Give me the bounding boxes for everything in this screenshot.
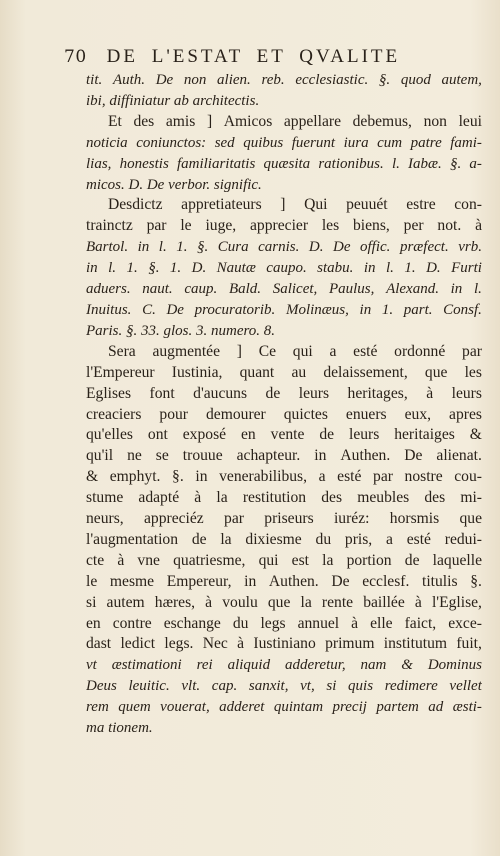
- word: ledict: [120, 635, 156, 653]
- word: cap.: [211, 678, 238, 695]
- word: Bald.: [228, 281, 262, 298]
- word: in: [450, 281, 463, 298]
- word: portion: [346, 551, 392, 569]
- word: aliquid: [227, 657, 271, 674]
- word: enuers: [345, 405, 387, 423]
- word: elle: [370, 614, 393, 632]
- word: à: [194, 489, 202, 507]
- word: De: [331, 572, 350, 590]
- word: ecclesf.: [362, 572, 410, 590]
- word: demourer: [206, 405, 266, 423]
- word: pour: [159, 405, 188, 423]
- word: cte: [86, 551, 105, 569]
- word: C.: [142, 301, 156, 318]
- word: à: [237, 635, 245, 653]
- word: horsmis: [389, 510, 440, 528]
- word: partem: [376, 699, 419, 716]
- word: &: [469, 426, 482, 444]
- word: lias,: [86, 155, 112, 172]
- word: quem: [118, 699, 151, 716]
- word: quictes: [283, 405, 328, 423]
- word: par: [373, 468, 393, 486]
- word: &: [86, 468, 99, 486]
- word: creaciers: [86, 405, 142, 423]
- word: Deus: [86, 678, 117, 695]
- word: l'Eglise,: [431, 593, 482, 611]
- word: adderet: [219, 699, 265, 716]
- word: annuel: [297, 614, 340, 632]
- word: qu'il: [86, 447, 114, 465]
- word: à: [426, 384, 434, 402]
- word: voulu: [222, 593, 258, 611]
- word: in: [244, 572, 257, 590]
- word: præfect.: [399, 239, 449, 256]
- word: titulis: [422, 572, 458, 590]
- word: adderetur,: [284, 657, 346, 674]
- word: cou-: [454, 468, 482, 486]
- word: qu'elles: [86, 426, 133, 444]
- word: à: [351, 614, 359, 632]
- word: hæres,: [154, 593, 196, 611]
- text-line: [86, 342, 482, 363]
- word: in: [314, 447, 327, 465]
- word: legs: [260, 614, 286, 632]
- word: ]: [236, 342, 242, 360]
- word: ]: [280, 196, 286, 214]
- word: quintam: [273, 699, 324, 716]
- word: du: [315, 530, 332, 548]
- word: Empereur,: [166, 572, 232, 590]
- word: du: [232, 614, 249, 632]
- page-header: [64, 46, 474, 68]
- word: emphyt.: [109, 468, 161, 486]
- word: redimere: [384, 678, 438, 695]
- word: esté: [337, 468, 362, 486]
- word: Nautæ: [216, 260, 256, 277]
- word: contre: [112, 614, 152, 632]
- word: §.: [197, 239, 209, 256]
- word: §.: [378, 72, 391, 88]
- word: laquelle: [432, 551, 482, 569]
- word: in: [137, 239, 150, 256]
- text-line: [86, 133, 482, 154]
- word: exposé: [182, 426, 227, 444]
- word: Inuitus.: [86, 301, 132, 318]
- word: stume: [86, 489, 124, 507]
- word: non: [423, 112, 447, 130]
- word: 1.: [404, 260, 416, 277]
- word: procuratorib.: [194, 301, 276, 318]
- word: par: [146, 217, 167, 235]
- word: vt,: [300, 678, 315, 695]
- word: vellet: [449, 678, 482, 695]
- word: venerabilibus,: [219, 468, 308, 486]
- word: æsti-: [452, 699, 482, 716]
- word: cum: [377, 134, 403, 151]
- word: biens,: [353, 217, 390, 235]
- word: dast: [86, 635, 112, 653]
- word: ad: [428, 699, 444, 716]
- word: alien.: [217, 72, 251, 88]
- text-line: [86, 697, 482, 718]
- word: in: [363, 260, 376, 277]
- running-head: DE L'ESTAT ET QVALITE: [106, 46, 401, 67]
- word: D.: [308, 239, 324, 256]
- word: precij: [332, 699, 367, 716]
- word: rem: [86, 699, 109, 716]
- word: D.: [426, 260, 441, 277]
- word: De: [333, 239, 351, 256]
- text-line: [86, 154, 482, 175]
- word: que: [424, 363, 448, 381]
- word: le: [86, 572, 98, 590]
- word: Sera: [108, 342, 136, 360]
- word: Amicos: [223, 112, 273, 130]
- word: aduers.: [86, 281, 131, 298]
- word: non: [183, 72, 207, 88]
- word: Authen.: [268, 572, 319, 590]
- word: l.: [386, 260, 394, 277]
- word: apprecier: [250, 217, 309, 235]
- word: que: [459, 510, 482, 528]
- word: ne: [127, 447, 142, 465]
- word: per: [403, 217, 424, 235]
- word: Iabæ.: [408, 155, 442, 172]
- word: Consf.: [443, 301, 482, 318]
- text-line: ma tionem.: [86, 720, 153, 737]
- word: §.: [148, 260, 160, 277]
- word: la: [322, 551, 334, 569]
- word: au: [291, 363, 307, 381]
- word: heritaiges: [394, 426, 455, 444]
- word: reb.: [261, 72, 285, 88]
- text-line: [86, 509, 482, 530]
- word: par: [462, 342, 482, 360]
- text-line: micos. D. De verbor. signific.: [86, 176, 262, 193]
- word: trainctz: [86, 217, 133, 235]
- word: adapté: [138, 489, 180, 507]
- word: à: [414, 593, 422, 611]
- word: d'aucuns: [193, 384, 248, 402]
- word: fuit,: [456, 635, 482, 653]
- word: appreciéz: [144, 510, 204, 528]
- word: caup.: [184, 281, 218, 298]
- word: ]: [206, 112, 213, 130]
- word: in: [86, 260, 98, 277]
- word: in: [195, 468, 208, 486]
- word: augmentée: [152, 342, 221, 360]
- word: institutum: [383, 635, 448, 653]
- word: mi-: [460, 489, 482, 507]
- word: eux,: [404, 405, 432, 423]
- word: exce-: [448, 614, 482, 632]
- word: quant: [239, 363, 275, 381]
- word: leui: [458, 112, 482, 130]
- word: legs.: [164, 635, 194, 653]
- word: Iustiniano: [253, 635, 316, 653]
- word: §.: [449, 155, 462, 172]
- word: baillée: [363, 593, 405, 611]
- text-line: [86, 363, 482, 384]
- word: les: [464, 363, 482, 381]
- word: faict,: [404, 614, 437, 632]
- word: iura: [343, 134, 369, 151]
- word: vouerat,: [160, 699, 210, 716]
- word: &: [401, 657, 413, 674]
- word: iuréz:: [333, 510, 370, 528]
- word: achapteur.: [236, 447, 301, 465]
- word: l'Empereur: [86, 363, 155, 381]
- text-line: [86, 530, 482, 551]
- word: primum: [325, 635, 375, 653]
- word: Qui: [304, 196, 328, 214]
- word: heritages,: [347, 384, 408, 402]
- word: la: [220, 530, 232, 548]
- word: à: [475, 217, 482, 235]
- word: l.: [473, 281, 482, 298]
- word: nostre: [404, 468, 443, 486]
- word: Furti: [451, 260, 482, 277]
- word: eschange: [163, 614, 221, 632]
- text-line: [86, 614, 482, 635]
- word: Desdictz: [108, 196, 163, 214]
- word: des: [424, 489, 446, 507]
- word: esté: [353, 342, 378, 360]
- word: pris,: [344, 530, 373, 548]
- word: leurs: [451, 384, 482, 402]
- word: leurs: [348, 426, 380, 444]
- word: §.: [172, 468, 184, 486]
- text-line: [86, 572, 482, 593]
- text-line: [86, 112, 482, 133]
- word: l.: [391, 155, 400, 172]
- word: caupo.: [266, 260, 307, 277]
- word: vlt.: [181, 678, 201, 695]
- word: a: [386, 530, 393, 548]
- word: quis: [348, 678, 374, 695]
- word: quibus: [243, 134, 284, 151]
- word: amis: [165, 112, 196, 130]
- word: leuitic.: [128, 678, 170, 695]
- text-line: [86, 634, 482, 655]
- word: a: [329, 342, 337, 360]
- word: qui: [258, 551, 279, 569]
- word: que: [267, 593, 291, 611]
- word: vente: [270, 426, 305, 444]
- word: a: [318, 468, 326, 486]
- word: Bartol.: [86, 239, 129, 256]
- word: rei: [196, 657, 213, 674]
- text-line: [86, 425, 482, 446]
- word: delaissement,: [323, 363, 408, 381]
- word: autem: [106, 593, 145, 611]
- page-number: 70: [64, 47, 87, 67]
- word: fami-: [450, 134, 482, 151]
- word: not.: [437, 217, 462, 235]
- word: ecclesiastic.: [295, 72, 369, 88]
- word: Iustinia,: [171, 363, 223, 381]
- word: Salicet,: [272, 281, 318, 298]
- word: par: [224, 510, 244, 528]
- word: 1.: [126, 260, 138, 277]
- word: offic.: [360, 239, 391, 256]
- word: la: [216, 489, 228, 507]
- word: vne: [137, 551, 160, 569]
- word: quatriesme,: [173, 551, 246, 569]
- text-line: [86, 258, 482, 279]
- word: des: [133, 112, 155, 130]
- word: Nec: [202, 635, 228, 653]
- word: esté: [406, 530, 431, 548]
- word: l.: [108, 260, 117, 277]
- word: trouue: [182, 447, 223, 465]
- word: à: [117, 551, 125, 569]
- word: meubles: [357, 489, 410, 507]
- word: de: [191, 530, 207, 548]
- word: part.: [403, 301, 433, 318]
- word: De: [404, 447, 423, 465]
- word: de: [404, 551, 420, 569]
- text-line: [86, 551, 482, 572]
- word: Auth.: [112, 72, 146, 88]
- word: mesme: [109, 572, 155, 590]
- word: priseurs: [264, 510, 314, 528]
- word: debemus,: [352, 112, 412, 130]
- word: vt: [86, 657, 97, 674]
- word: naut.: [142, 281, 173, 298]
- word: sed: [214, 134, 235, 151]
- text-line: [86, 446, 482, 467]
- word: leurs: [298, 384, 330, 402]
- word: stabu.: [317, 260, 354, 277]
- word: æstimationi: [111, 657, 182, 674]
- word: a-: [469, 155, 482, 172]
- word: noticia: [86, 134, 128, 151]
- text-line: [86, 279, 482, 300]
- word: Et: [108, 112, 122, 130]
- text-body: [86, 70, 482, 739]
- word: le: [180, 217, 192, 235]
- word: l'augmentation: [86, 530, 179, 548]
- word: si: [326, 678, 337, 695]
- word: coniunctos:: [136, 134, 207, 151]
- word: l.: [158, 239, 167, 256]
- word: à: [205, 593, 213, 611]
- word: quod: [400, 72, 431, 88]
- word: se: [155, 447, 169, 465]
- word: redui-: [444, 530, 482, 548]
- word: est: [291, 551, 309, 569]
- word: font: [149, 384, 175, 402]
- text-line: ibi, diffiniatur ab architectis.: [86, 92, 260, 109]
- word: la: [300, 593, 312, 611]
- word: Paulus,: [328, 281, 375, 298]
- word: nam: [360, 657, 387, 674]
- word: tit.: [86, 72, 103, 88]
- word: ont: [147, 426, 168, 444]
- text-line: [86, 195, 482, 216]
- text-line: [86, 655, 482, 676]
- word: §.: [470, 572, 482, 590]
- word: Molinæus,: [285, 301, 349, 318]
- word: de: [265, 384, 281, 402]
- word: sanxit,: [248, 678, 289, 695]
- word: in: [359, 301, 372, 318]
- word: rente: [321, 593, 354, 611]
- word: rationibus.: [318, 155, 384, 172]
- text-line: Paris. §. 33. glos. 3. numero. 8.: [86, 322, 276, 339]
- word: en: [241, 426, 256, 444]
- word: vrb.: [458, 239, 482, 256]
- word: quæsita: [263, 155, 311, 172]
- word: si: [86, 593, 97, 611]
- text-line: [86, 384, 482, 405]
- text-line: [86, 467, 482, 488]
- word: Cura: [217, 239, 249, 256]
- word: Authen.: [340, 447, 391, 465]
- word: Alexand.: [386, 281, 439, 298]
- word: De: [155, 72, 174, 88]
- word: con-: [454, 196, 482, 214]
- word: fuerunt: [291, 134, 336, 151]
- word: Dominus: [427, 657, 482, 674]
- word: 1.: [169, 260, 182, 277]
- word: les: [321, 217, 340, 235]
- word: autem,: [441, 72, 482, 88]
- text-line: [86, 216, 482, 237]
- word: carnis.: [258, 239, 300, 256]
- word: apres: [449, 405, 482, 423]
- word: iuge,: [205, 217, 237, 235]
- text-line: [86, 488, 482, 509]
- text-line: [86, 70, 482, 91]
- word: 1.: [381, 301, 394, 318]
- word: patre: [410, 134, 442, 151]
- word: peuuét: [346, 196, 388, 214]
- text-line: [86, 237, 482, 258]
- word: appretiateurs: [181, 196, 262, 214]
- text-line: [86, 676, 482, 697]
- word: en: [86, 614, 101, 632]
- word: ordonné: [394, 342, 446, 360]
- text-line: [86, 300, 482, 321]
- word: restitution: [242, 489, 307, 507]
- word: Eglises: [86, 384, 132, 402]
- word: familiaritatis: [176, 155, 256, 172]
- word: estre: [406, 196, 436, 214]
- word: D.: [191, 260, 207, 277]
- word: alienat.: [436, 447, 482, 465]
- word: honestis: [119, 155, 169, 172]
- word: des: [321, 489, 343, 507]
- text-line: [86, 593, 482, 614]
- text-line: [86, 405, 482, 426]
- word: neurs,: [86, 510, 124, 528]
- word: de: [319, 426, 335, 444]
- word: De: [166, 301, 184, 318]
- word: Ce: [258, 342, 277, 360]
- word: dixiesme: [245, 530, 302, 548]
- word: appellare: [283, 112, 342, 130]
- word: qui: [292, 342, 313, 360]
- word: 1.: [176, 239, 188, 256]
